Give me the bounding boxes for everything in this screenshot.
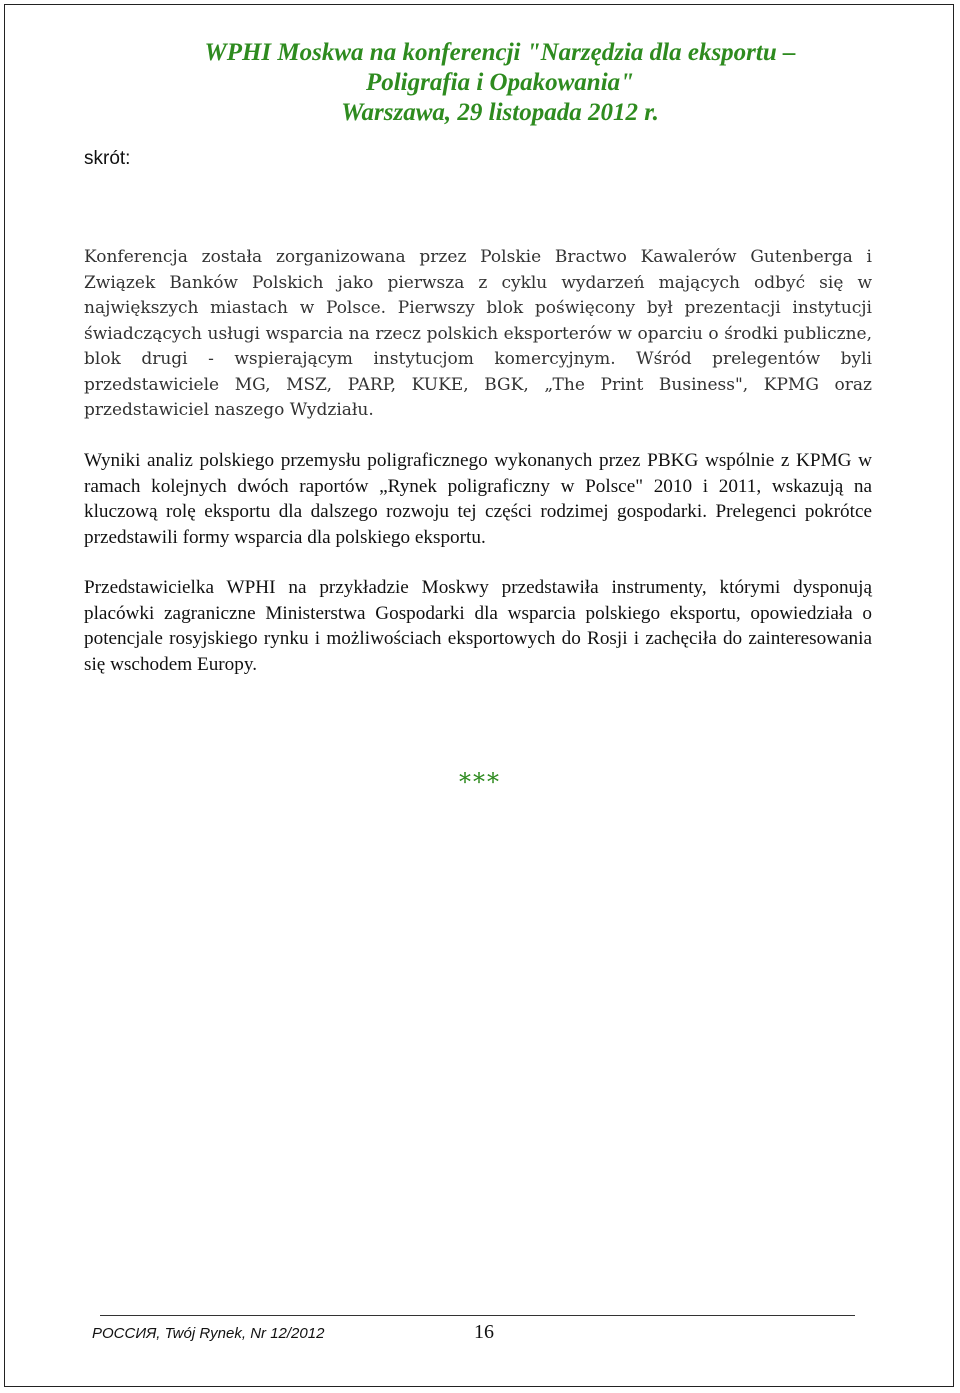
paragraph-analysis: Wyniki analiz polskiego przemysłu poligraficznego wykonanych przez PBKG wspólnie z KPMG w ramach kolejnych dwóch raportów „Rynek poligraficzny w Polsce" 2010 i 2011, wskazują na kluczową rolę eksportu dla dalszego rozwoju tej części rodzimej gospodarki. Prelegenci pokrótce przedstawili formy wsparcia dla polskiego eksportu. xyxy=(84,450,872,548)
summary-label: skrót: xyxy=(84,148,131,169)
paragraph-conference: Konferencja została zorganizowana przez Polskie Bractwo Kawalerów Gutenberga i Związek Banków Polskich jako pierwsza z cyklu wydarzeń mających odbyć się w największych miastach w Polsce. Pierwszy blok poświęcony był prezentacji instytucji świadczących usługi wsparcia na rzecz polskich eksporterów w oparciu o środki publiczne, blok drugi - wspierającym instytucjom komercyjnym. Wśród prelegentów byli przedstawiciele MG, MSZ, PARP, KUKE, BGK, „The Print Business", KPMG oraz przedstawiciel naszego Wydziału. xyxy=(84,247,872,420)
paragraph-wphi: Przedstawicielka WPHI na przykładzie Moskwy przedstawiła instrumenty, którymi dysponują placówki zagraniczne Ministerstwa Gospodarki dla wsparcia polskiego eksportu, opowiedziała o potencjale rosyjskiego rynku i możliwościach eksportowych do Rosji i zachęciła do zainteresowania się wschodem Europy. xyxy=(84,577,872,675)
footer-divider xyxy=(100,1315,855,1316)
page-frame xyxy=(4,4,954,1387)
document-title xyxy=(120,38,880,128)
footer-publication: РОССИЯ, Twój Rynek, Nr 12/2012 xyxy=(92,1325,325,1342)
title-line-1: WPHI Moskwa na konferencji "Narzędzia dla eksportu – xyxy=(204,39,796,66)
page-number: 16 xyxy=(474,1321,494,1343)
section-separator: *** xyxy=(459,768,501,796)
title-line-2: Poligrafia i Opakowania" xyxy=(365,69,635,96)
title-line-3: Warszawa, 29 listopada 2012 r. xyxy=(341,99,659,126)
